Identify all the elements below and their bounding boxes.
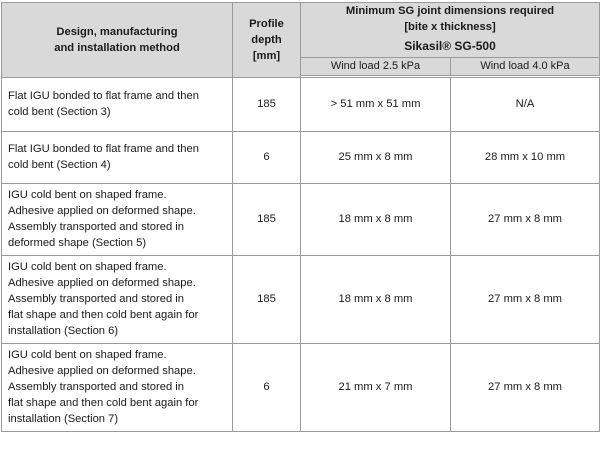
header-depth	[233, 3, 301, 78]
header-method-line: and installation method	[54, 41, 180, 54]
description-line: cold bent (Section 3)	[8, 106, 111, 118]
header-method	[2, 3, 233, 78]
row-wind-2-5: > 51 mm x 51 mm	[301, 77, 451, 131]
row-depth: 185	[233, 255, 301, 343]
row-wind-4-0: 27 mm x 8 mm	[451, 255, 600, 343]
row-depth: 6	[233, 343, 301, 431]
row-wind-4-0: 27 mm x 8 mm	[451, 343, 600, 431]
row-wind-4-0: 27 mm x 8 mm	[451, 183, 600, 255]
header-depth-line: Profile	[249, 17, 284, 30]
description-line: Flat IGU bonded to flat frame and then	[8, 143, 199, 155]
row-wind-2-5: 18 mm x 8 mm	[301, 183, 451, 255]
table-row	[2, 77, 600, 131]
row-wind-4-0: N/A	[451, 77, 600, 131]
description-line: deformed shape (Section 5)	[8, 237, 147, 249]
table-row	[2, 255, 600, 343]
row-depth: 6	[233, 131, 301, 183]
description-line: cold bent (Section 4)	[8, 159, 111, 171]
header-depth-line: depth	[251, 33, 282, 46]
description-line: Assembly transported and stored in	[8, 221, 184, 233]
header-product: Sikasil® SG-500	[301, 35, 600, 57]
description-line: installation (Section 6)	[8, 325, 119, 337]
header-wind-2-5: Wind load 2.5 kPa	[301, 57, 451, 75]
description-line: installation (Section 7)	[8, 413, 119, 425]
description-line: IGU cold bent on shaped frame.	[8, 349, 167, 361]
header-wind-4-0: Wind load 4.0 kPa	[451, 57, 600, 75]
description-line: Assembly transported and stored in	[8, 381, 184, 393]
description-line: flat shape and then cold bent again for	[8, 397, 199, 409]
description-line: Adhesive applied on deformed shape.	[8, 277, 196, 289]
header-depth-line: [mm]	[252, 49, 281, 62]
table-row	[2, 131, 600, 183]
description-line: Assembly transported and stored in	[8, 293, 184, 305]
description-line: Flat IGU bonded to flat frame and then	[8, 90, 199, 102]
header-min-sg-line: [bite x thickness]	[404, 21, 496, 33]
header-min-sg	[301, 3, 600, 36]
row-description	[2, 131, 233, 183]
description-line: Adhesive applied on deformed shape.	[8, 365, 196, 377]
description-line: IGU cold bent on shaped frame.	[8, 261, 167, 273]
row-description	[2, 183, 233, 255]
table-row	[2, 183, 600, 255]
header-min-sg-line: Minimum SG joint dimensions required	[345, 5, 555, 17]
description-line: Adhesive applied on deformed shape.	[8, 205, 196, 217]
row-description	[2, 77, 233, 131]
row-wind-2-5: 18 mm x 8 mm	[301, 255, 451, 343]
row-depth: 185	[233, 183, 301, 255]
row-wind-2-5: 21 mm x 7 mm	[301, 343, 451, 431]
row-description	[2, 255, 233, 343]
row-wind-2-5: 25 mm x 8 mm	[301, 131, 451, 183]
table-row	[2, 343, 600, 431]
row-wind-4-0: 28 mm x 10 mm	[451, 131, 600, 183]
row-description	[2, 343, 233, 431]
description-line: IGU cold bent on shaped frame.	[8, 189, 167, 201]
description-line: flat shape and then cold bent again for	[8, 309, 199, 321]
row-depth: 185	[233, 77, 301, 131]
sg-joint-dimensions-table	[1, 2, 600, 432]
header-method-line: Design, manufacturing	[56, 25, 178, 38]
